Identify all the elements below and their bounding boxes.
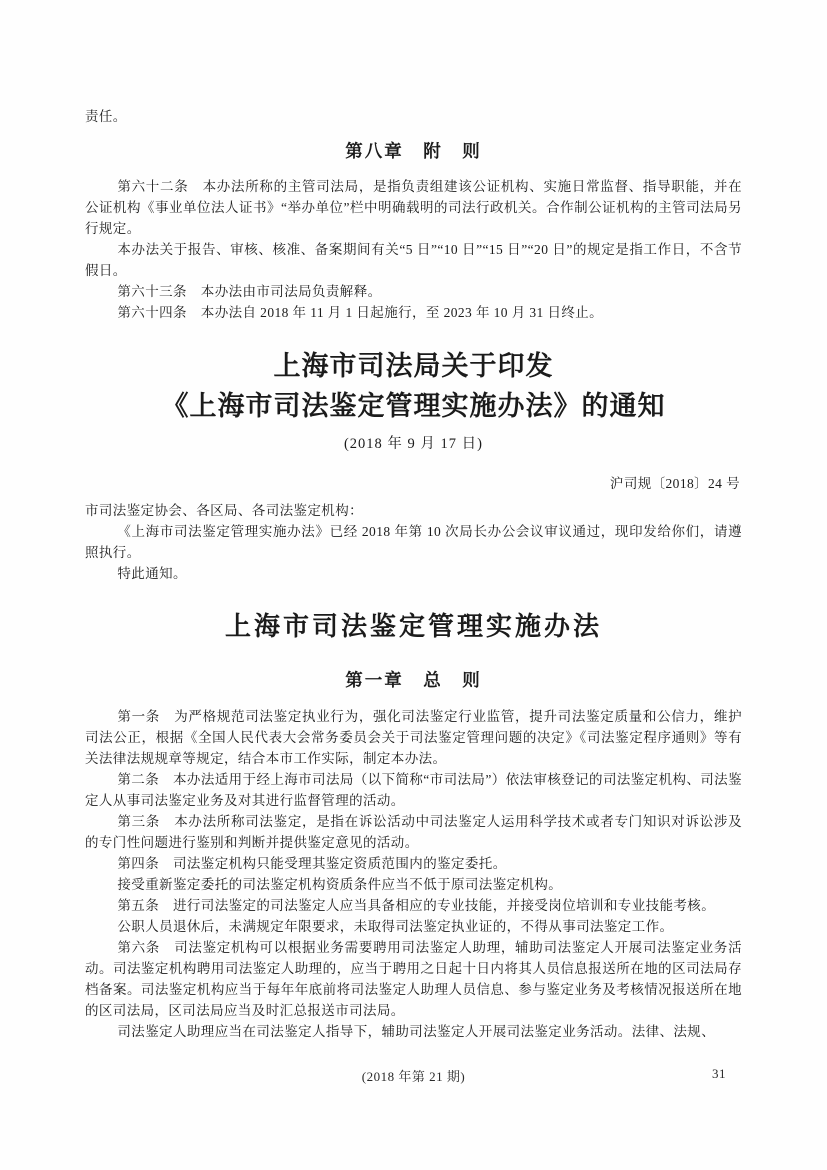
page-number: 31 (712, 1066, 726, 1081)
salutation: 市司法鉴定协会、各区局、各司法鉴定机构： (85, 503, 363, 518)
article-1-paragraph: 第一条 为严格规范司法鉴定执业行为，强化司法鉴定行业监管，提升司法鉴定质量和公信力，维护司法公正，根据《全国人民代表大会常务委员会关于司法鉴定管理问题的决定》《司法鉴定程序通则》等有关法律法规规章等规定，结合本市工作实际，制定本办法。 (85, 709, 742, 766)
article-62-paragraph: 第六十二条 本办法所称的主管司法局，是指负责组建该公证机构、实施日常监督、指导职能，并在公证机构《事业单位法人证书》“举办单位”栏中明确载明的司法行政机关。合作制公证机构的主管司法局另行规定。 (85, 179, 742, 236)
article-5-paragraph: 第五条 进行司法鉴定的司法鉴定人应当具备相应的专业技能，并接受岗位培训和专业技能考核。 (117, 898, 716, 913)
notice-date: (2018 年 9 月 17 日) (343, 436, 484, 452)
measures-title: 上海市司法鉴定管理实施办法 (224, 612, 602, 641)
article-4-paragraph: 第四条 司法鉴定机构只能受理其鉴定资质范围内的鉴定委托。 (117, 856, 507, 871)
article-5-paragraph-2: 公职人员退休后，未满规定年限要求，未取得司法鉴定执业证的，不得从事司法鉴定工作。 (117, 919, 674, 934)
article-4-paragraph-2: 接受重新鉴定委托的司法鉴定机构资质条件应当不低于原司法鉴定机构。 (117, 877, 563, 892)
chapter-1-heading: 第一章 总 则 (345, 670, 482, 690)
notice-closing: 特此通知。 (117, 566, 187, 581)
chapter-8-heading: 第八章 附 则 (345, 141, 482, 161)
page-footer (85, 1066, 742, 1085)
article-6-paragraph: 第六条 司法鉴定机构可以根据业务需要聘用司法鉴定人助理，辅助司法鉴定人开展司法鉴定业务活动。司法鉴定机构聘用司法鉴定人助理的，应当于聘用之日起十日内将其人员信息报送所在地的区司法局存档备案。司法鉴定机构应当于每年年底前将司法鉴定人助理人员信息、参与鉴定业务及考核情况报送所在地的区司法局，区司法局应当及时汇总报送市司法局。 (85, 940, 742, 1018)
article-3-paragraph: 第三条 本办法所称司法鉴定，是指在诉讼活动中司法鉴定人运用科学技术或者专门知识对诉讼涉及的专门性问题进行鉴别和判断并提供鉴定意见的活动。 (85, 814, 742, 850)
carryover-text: 责任。 (85, 109, 127, 124)
article-64-paragraph: 第六十四条 本办法自 2018 年 11 月 1 日起施行，至 2023 年 10 月 31 日终止。 (117, 305, 604, 320)
notice-title (85, 346, 742, 426)
document-number: 沪司规〔2018〕24 号 (609, 476, 740, 491)
notice-title-line-2: 《上海市司法鉴定管理实施办法》的通知 (161, 391, 666, 421)
notice-body-paragraph: 《上海市司法鉴定管理实施办法》已经 2018 年第 10 次局长办公会议审议通过，现印发给你们，请遵照执行。 (85, 524, 742, 560)
article-62-paragraph-2: 本办法关于报告、审核、核准、备案期间有关“5 日”“10 日”“15 日”“20 日”的规定是指工作日，不含节假日。 (85, 242, 742, 278)
article-6-paragraph-2: 司法鉴定人助理应当在司法鉴定人指导下，辅助司法鉴定人开展司法鉴定业务活动。法律、法规、 (117, 1024, 716, 1039)
notice-title-line-1: 上海市司法局关于印发 (273, 351, 554, 381)
article-63-paragraph: 第六十三条 本办法由市司法局负责解释。 (117, 284, 382, 299)
footer-issue: (2018 年第 21 期) (361, 1069, 466, 1084)
article-2-paragraph: 第二条 本办法适用于经上海市司法局（以下简称“市司法局”）依法审核登记的司法鉴定机构、司法鉴定人从事司法鉴定业务及对其进行监督管理的活动。 (85, 772, 742, 808)
page-content (85, 106, 742, 1062)
